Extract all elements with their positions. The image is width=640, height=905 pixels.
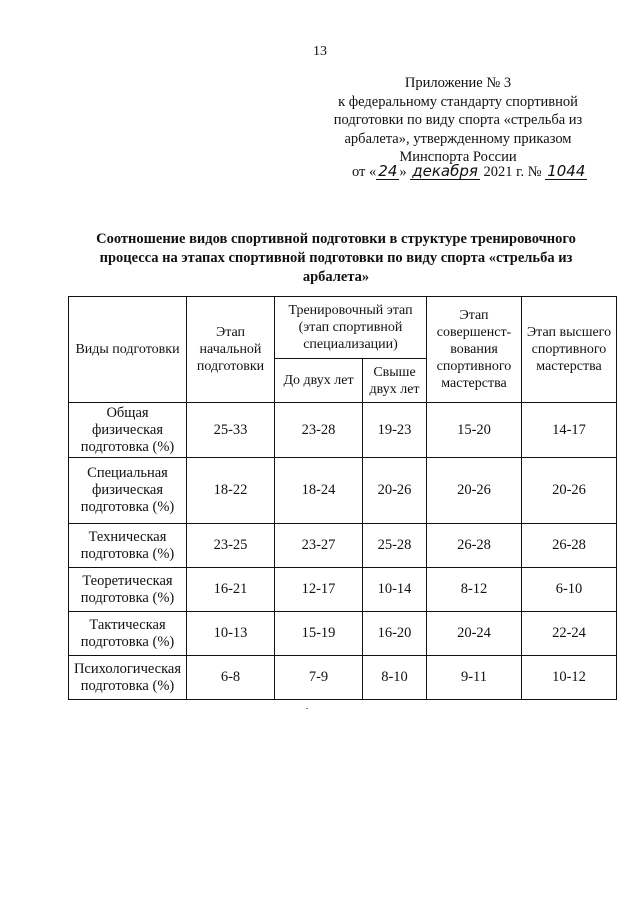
cell-perfection: 20-24 <box>427 612 522 656</box>
cell-training-over-two: 10-14 <box>363 568 427 612</box>
date-mid: » <box>399 164 407 180</box>
cell-highest: 10-12 <box>522 656 617 700</box>
cell-perfection: 8-12 <box>427 568 522 612</box>
appendix-line: подготовки по виду спорта «стрельба из <box>333 112 583 128</box>
cell-kind: Теоретическая подготовка (%) <box>69 568 187 612</box>
cell-training-over-two: 19-23 <box>363 403 427 458</box>
cell-perfection: 26-28 <box>427 524 522 568</box>
cell-perfection: 20-26 <box>427 458 522 524</box>
cell-training-under-two: 23-27 <box>275 524 363 568</box>
cell-training-under-two: 18-24 <box>275 458 363 524</box>
header-training-over-two: Свыше двух лет <box>363 359 427 403</box>
cell-highest: 26-28 <box>522 524 617 568</box>
cell-training-under-two: 23-28 <box>275 403 363 458</box>
appendix-line: к федеральному стандарту спортивной <box>338 93 578 110</box>
cell-highest: 6-10 <box>522 568 617 612</box>
cell-highest: 20-26 <box>522 458 617 524</box>
header-row <box>69 297 617 359</box>
cell-kind: Тактическая подготовка (%) <box>69 612 187 656</box>
scan-speck <box>306 708 308 709</box>
cell-perfection: 9-11 <box>427 656 522 700</box>
cell-perfection: 15-20 <box>427 403 522 458</box>
order-date-line <box>352 163 587 181</box>
header-kind: Виды подготовки <box>69 297 187 403</box>
cell-kind: Специальная физическая подготовка (%) <box>69 458 187 524</box>
header-training-stage: Тренировочный этап (этап спортивной специализации) <box>275 297 427 359</box>
cell-start: 10-13 <box>187 612 275 656</box>
cell-training-over-two: 16-20 <box>363 612 427 656</box>
table-row <box>69 458 617 524</box>
date-prefix: от « <box>352 164 377 180</box>
cell-start: 25-33 <box>187 403 275 458</box>
table-row <box>69 612 617 656</box>
header-perfection-stage: Этап совершенст-вования спортивного мастерства <box>427 297 522 403</box>
cell-training-under-two: 12-17 <box>275 568 363 612</box>
header-start-stage: Этап начальной подготовки <box>187 297 275 403</box>
appendix-line: арбалета», утвержденному приказом <box>344 130 572 147</box>
appendix-line: Минспорта России <box>399 149 517 165</box>
cell-start: 6-8 <box>187 656 275 700</box>
preparation-ratio-table <box>68 296 617 700</box>
cell-kind: Психологическая подготовка (%) <box>69 656 187 700</box>
table-row <box>69 524 617 568</box>
appendix-block <box>302 74 614 167</box>
appendix-line: Приложение № 3 <box>404 75 512 91</box>
cell-start: 18-22 <box>187 458 275 524</box>
cell-training-over-two: 25-28 <box>363 524 427 568</box>
cell-kind: Общая физическая подготовка (%) <box>69 403 187 458</box>
document-title: Соотношение видов спортивной подготовки в структуре тренировочного процесса на этапах спортивной подготовки по виду спорта «стрельба из арбалета» <box>96 231 576 285</box>
cell-training-under-two: 7-9 <box>275 656 363 700</box>
handwritten-month: декабря <box>412 162 478 180</box>
handwritten-day: 24 <box>378 162 398 180</box>
header-training-under-two: До двух лет <box>275 359 363 403</box>
cell-training-over-two: 8-10 <box>363 656 427 700</box>
cell-highest: 14-17 <box>522 403 617 458</box>
cell-kind: Техническая подготовка (%) <box>69 524 187 568</box>
cell-training-under-two: 15-19 <box>275 612 363 656</box>
table-row <box>69 568 617 612</box>
handwritten-order-number: 1044 <box>547 162 586 180</box>
cell-training-over-two: 20-26 <box>363 458 427 524</box>
year-text: 2021 г. № <box>483 164 542 180</box>
cell-highest: 22-24 <box>522 612 617 656</box>
page-number: 13 <box>313 44 327 59</box>
table-row <box>69 656 617 700</box>
cell-start: 16-21 <box>187 568 275 612</box>
cell-start: 23-25 <box>187 524 275 568</box>
header-highest-stage: Этап высшего спортивного мастерства <box>522 297 617 403</box>
table-row <box>69 403 617 458</box>
